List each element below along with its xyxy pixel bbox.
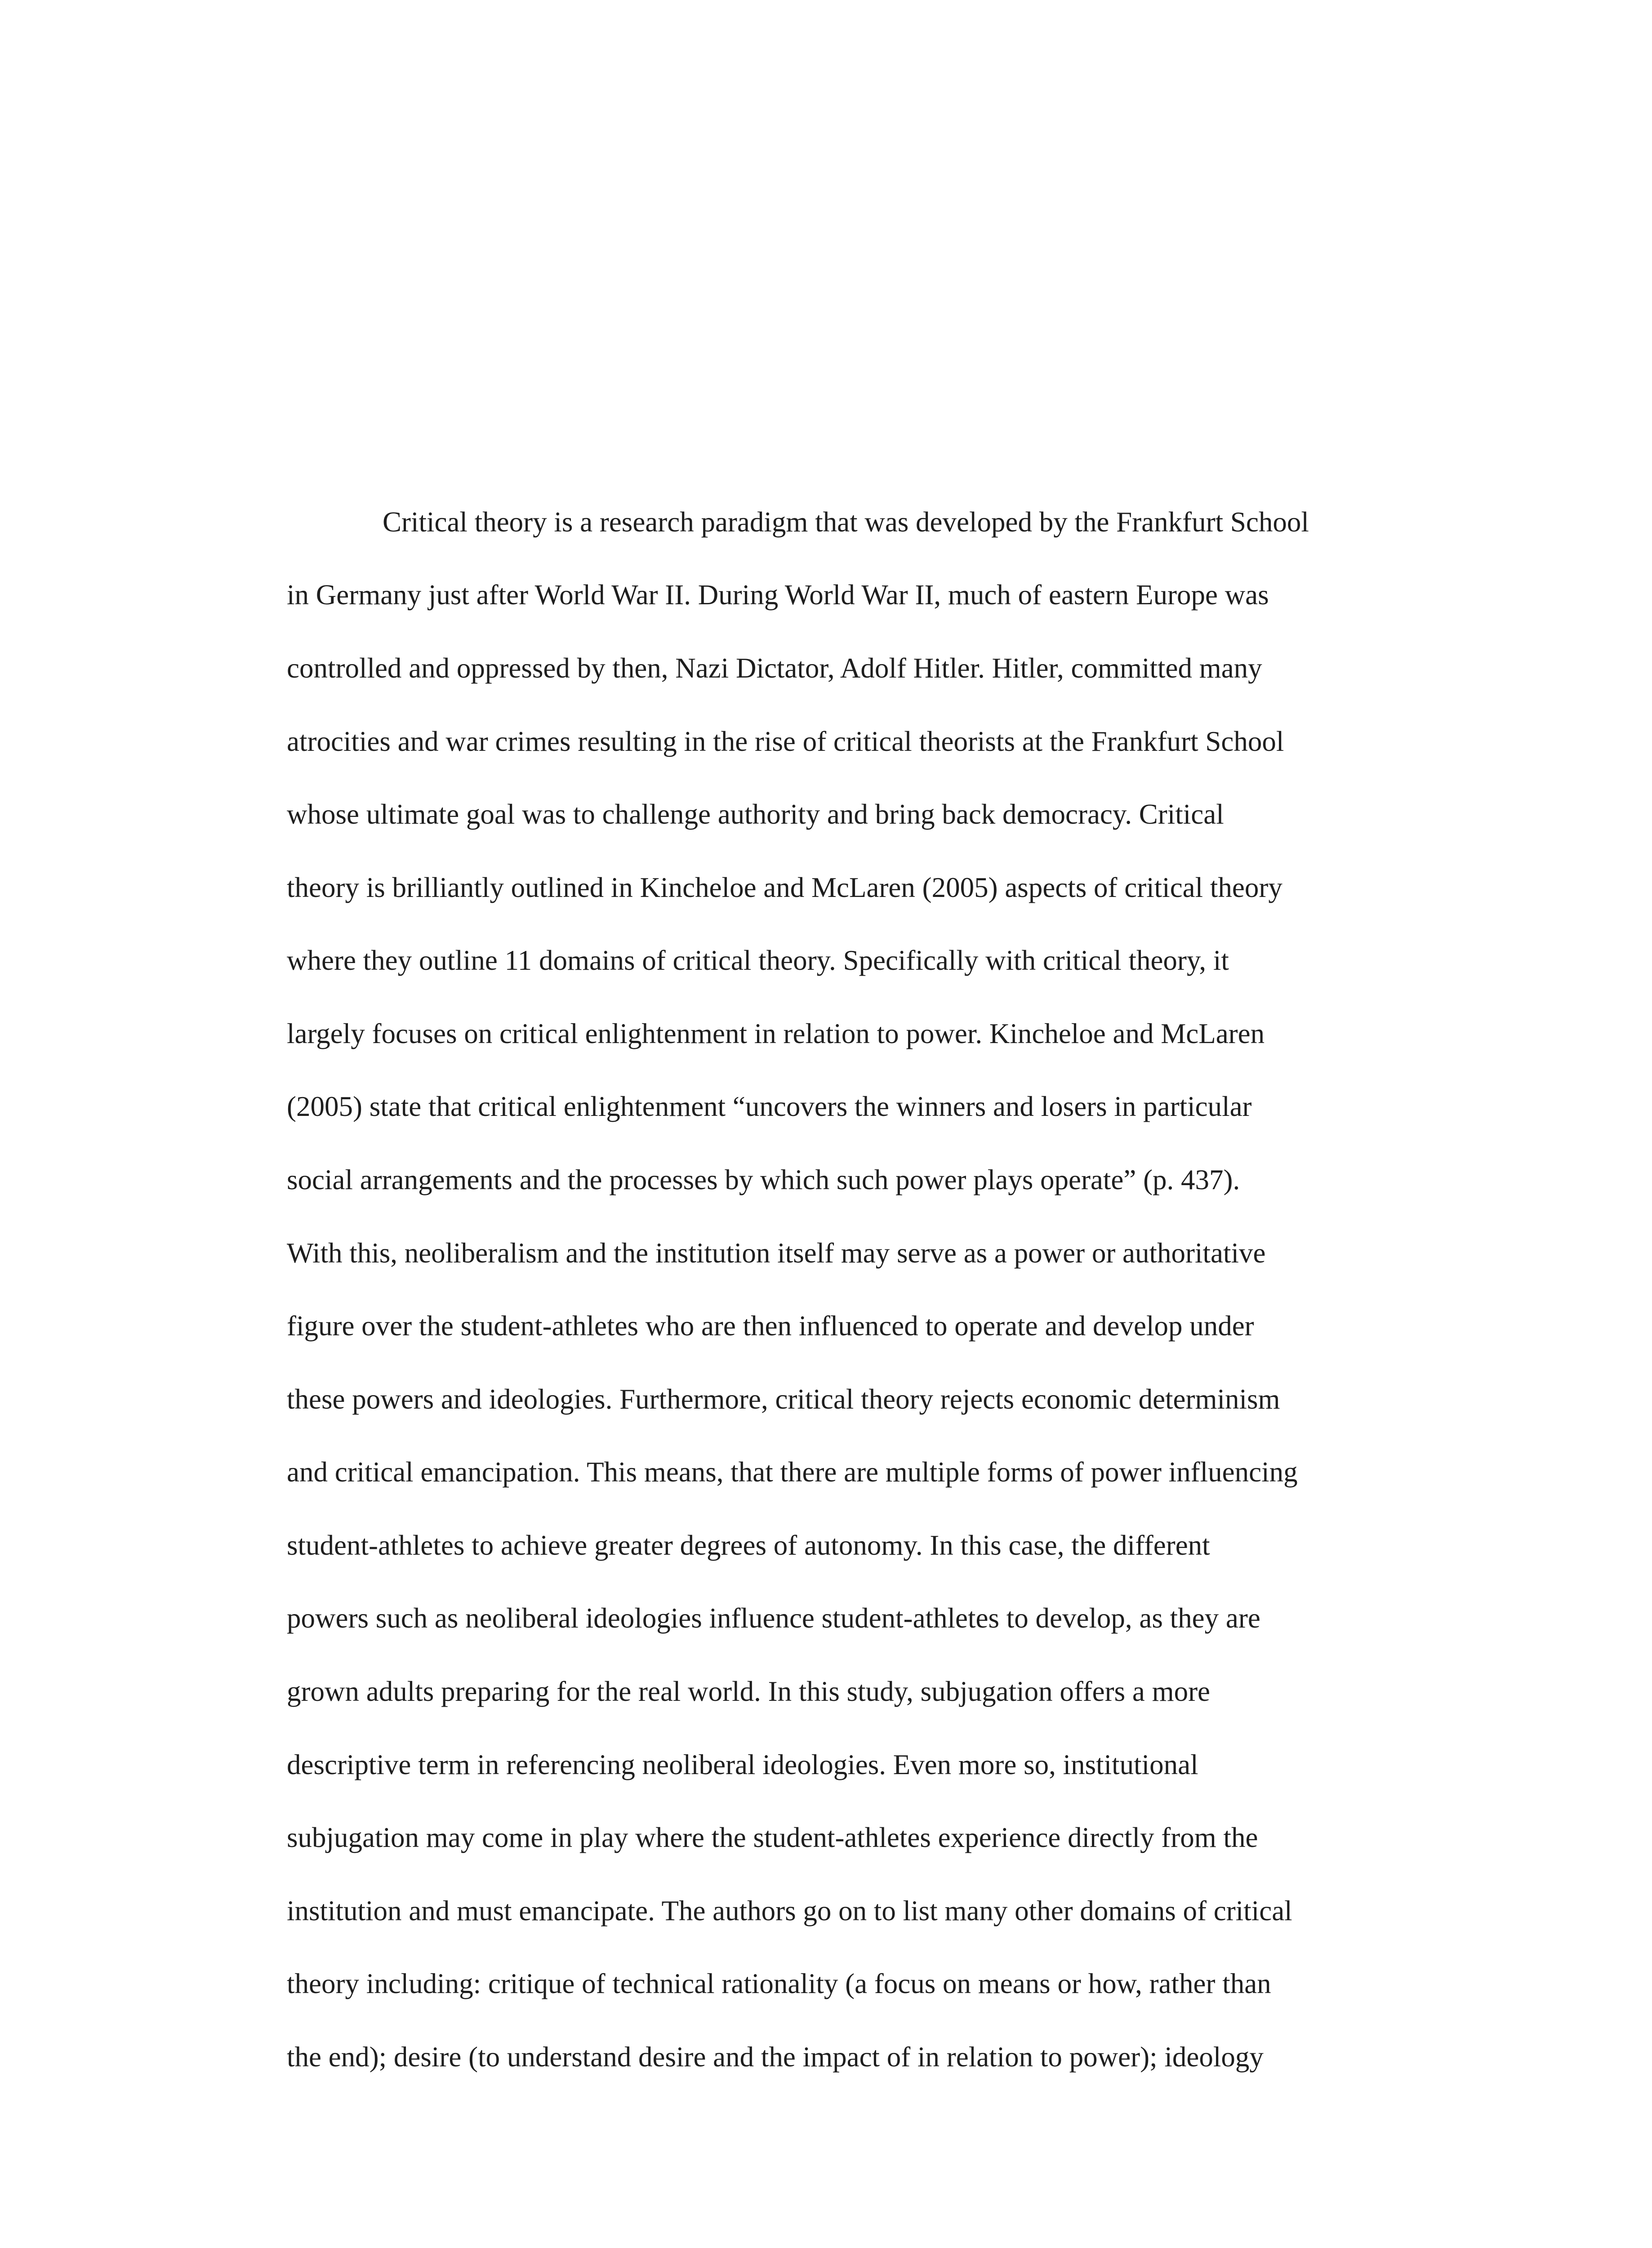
text-line: Critical theory is a research paradigm that was developed by the Frankfurt School [383, 506, 1309, 538]
text-line: student-athletes to achieve greater degrees of autonomy. In this case, the different [287, 1530, 1210, 1561]
text-line: the end); desire (to understand desire and the impact of in relation to power); ideology [287, 2041, 1264, 2073]
text-line: whose ultimate goal was to challenge authority and bring back democracy. Critical [287, 798, 1224, 830]
text-line: in Germany just after World War II. During World War II, much of eastern Europe was [287, 579, 1269, 611]
text-line: and critical emancipation. This means, that there are multiple forms of power influencing [287, 1456, 1298, 1488]
text-line: institution and must emancipate. The authors go on to list many other domains of critical [287, 1895, 1292, 1927]
text-line: theory including: critique of technical rationality (a focus on means or how, rather than [287, 1968, 1271, 1999]
text-line: figure over the student-athletes who are then influenced to operate and develop under [287, 1310, 1254, 1342]
text-line: (2005) state that critical enlightenment “uncovers the winners and losers in particular [287, 1091, 1252, 1122]
text-line: these powers and ideologies. Furthermore, critical theory rejects economic determinism [287, 1383, 1280, 1415]
text-line: powers such as neoliberal ideologies influence student-athletes to develop, as they are [287, 1602, 1260, 1634]
text-line: where they outline 11 domains of critical theory. Specifically with critical theory, it [287, 945, 1229, 976]
text-line: descriptive term in referencing neoliberal ideologies. Even more so, institutional [287, 1749, 1198, 1780]
text-line: With this, neoliberalism and the institution itself may serve as a power or authoritative [287, 1237, 1266, 1269]
text-line: grown adults preparing for the real world. In this study, subjugation offers a more [287, 1676, 1211, 1707]
text-line: atrocities and war crimes resulting in the rise of critical theorists at the Frankfurt School [287, 726, 1284, 757]
text-line: social arrangements and the processes by which such power plays operate” (p. 437). [287, 1164, 1240, 1195]
text-line: theory is brilliantly outlined in Kincheloe and McLaren (2005) aspects of critical theory [287, 872, 1282, 903]
text-line: largely focuses on critical enlightenment in relation to power. Kincheloe and McLaren [287, 1018, 1265, 1049]
text-line: subjugation may come in play where the student-athletes experience directly from the [287, 1822, 1258, 1853]
text-line: controlled and oppressed by then, Nazi Dictator, Adolf Hitler. Hitler, committed many [287, 652, 1262, 684]
